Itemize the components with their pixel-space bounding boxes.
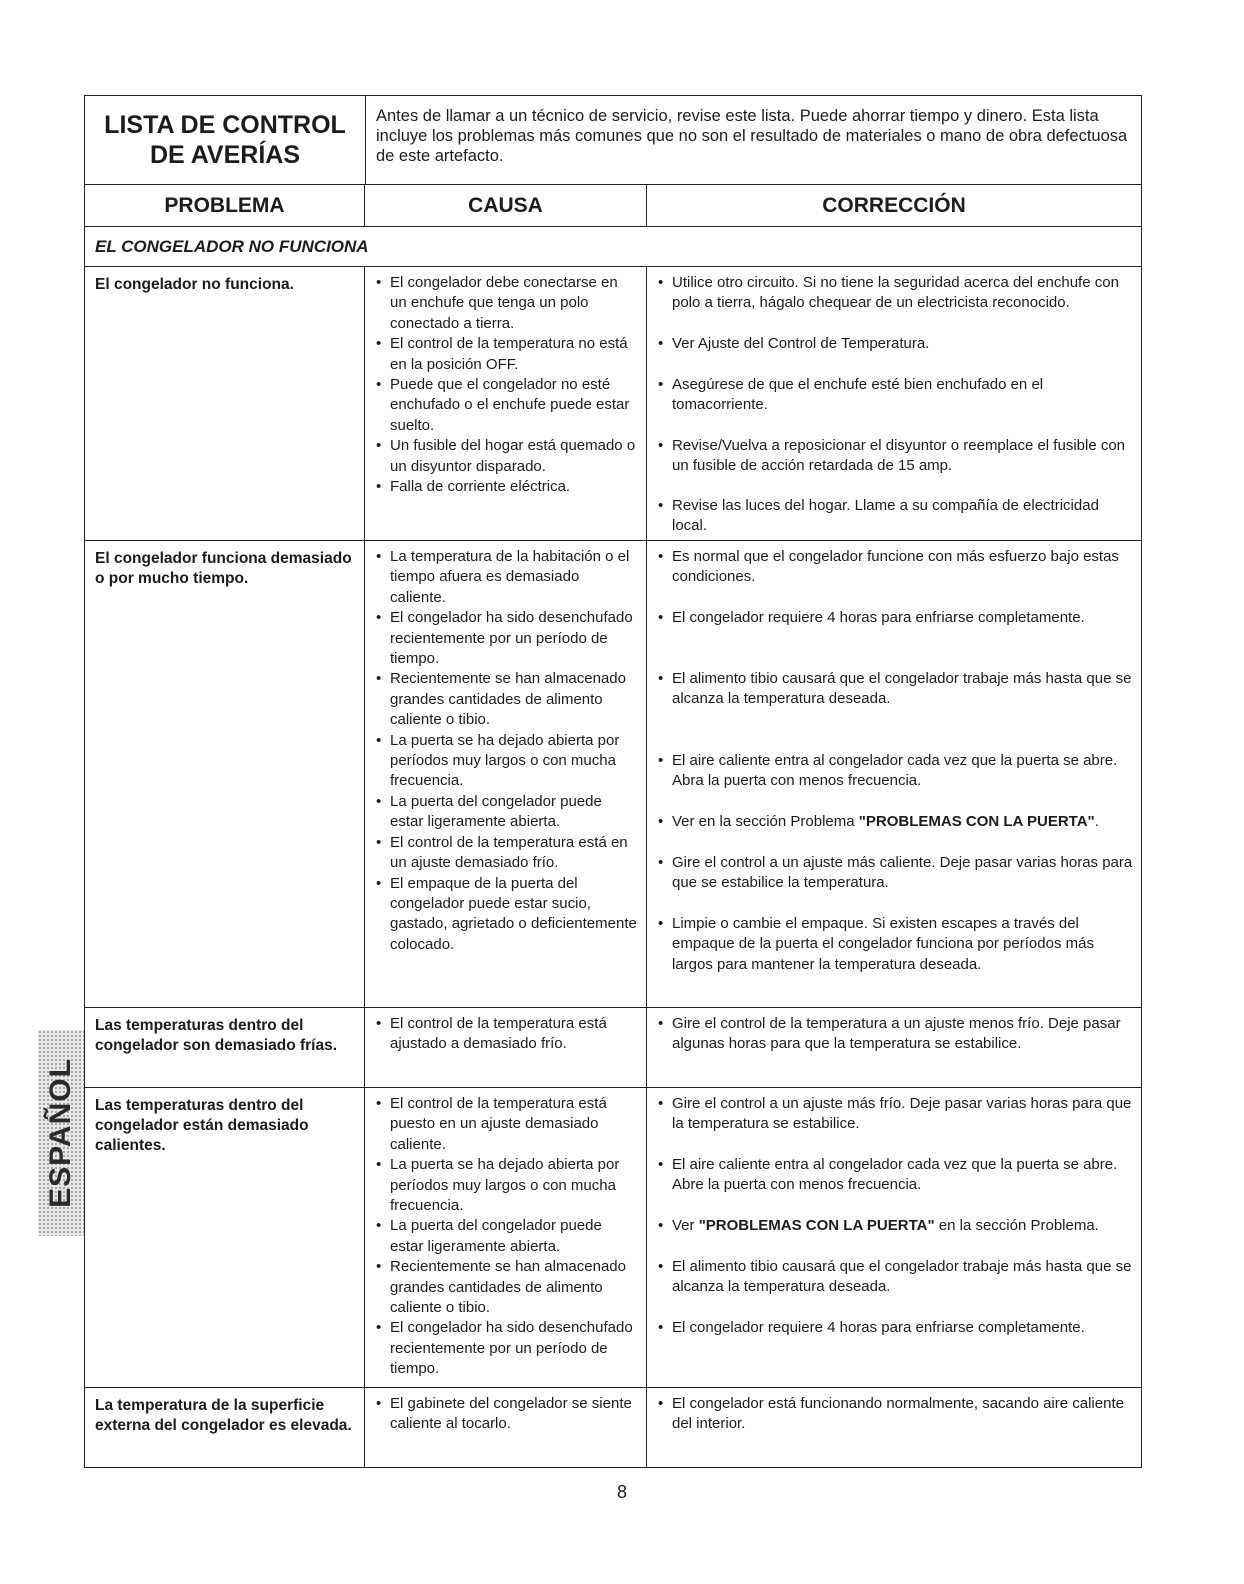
- correction-text: Ver: [672, 1217, 699, 1234]
- cause-item: • Recientemente se han almacenado grandes cantidades de alimento caliente o tibio.: [373, 669, 638, 730]
- table-row: [84, 541, 1142, 1008]
- cause-item: • El gabinete del congelador se siente caliente al tocarlo.: [373, 1394, 638, 1435]
- problem-cell: Las temperaturas dentro del congelador son demasiado frías.: [85, 1008, 365, 1087]
- cause-item: • El control de la temperatura está puesto en un ajuste demasiado caliente.: [373, 1094, 638, 1155]
- problem-cell: Las temperaturas dentro del congelador están demasiado calientes.: [85, 1088, 365, 1387]
- correction-item: • Ver Ajuste del Control de Temperatura.: [655, 334, 1133, 354]
- page-number: 8: [616, 1482, 627, 1502]
- cause-item: • La puerta del congelador puede estar ligeramente abierta.: [373, 792, 638, 833]
- cause-item: • El congelador ha sido desenchufado recientemente por un período de tiempo.: [373, 608, 638, 669]
- page-title: [85, 96, 366, 184]
- correction-item: • El congelador está funcionando normalmente, sacando aire caliente del interior.: [655, 1394, 1133, 1435]
- correction-item: • Limpie o cambie el empaque. Si existen escapes a través del empaque de la puerta el congelador funciona por períodos más largos para mantener la temperatura deseada.: [655, 914, 1133, 975]
- correction-cell: [647, 541, 1141, 1007]
- problem-cell: El congelador funciona demasiado o por mucho tiempo.: [85, 541, 365, 1007]
- table-row: [84, 1088, 1142, 1388]
- cause-item: • El control de la temperatura está en un ajuste demasiado frío.: [373, 833, 638, 874]
- table-row: [84, 1388, 1142, 1468]
- language-side-tab: [38, 1030, 84, 1236]
- correction-item: • Gire el control de la temperatura a un ajuste menos frío. Deje pasar algunas horas para que la temperatura se estabilice.: [655, 1014, 1133, 1055]
- column-header-cause: CAUSA: [365, 185, 647, 226]
- section-heading: EL CONGELADOR NO FUNCIONA: [84, 227, 1142, 267]
- column-headers: [84, 185, 1142, 227]
- correction-cell: [647, 1388, 1141, 1467]
- cause-cell: [365, 1388, 647, 1467]
- cause-item: • La puerta del congelador puede estar ligeramente abierta.: [373, 1216, 638, 1257]
- cause-cell: [365, 541, 647, 1007]
- correction-emphasis: "PROBLEMAS CON LA PUERTA": [698, 1217, 935, 1234]
- correction-item: • Revise/Vuelva a reposicionar el disyuntor o reemplace el fusible con un fusible de acción retardada de 15 amp.: [655, 436, 1133, 477]
- column-header-problem: PROBLEMA: [85, 185, 365, 226]
- cause-cell: [365, 267, 647, 540]
- correction-item: [655, 1216, 1133, 1236]
- problem-cell: El congelador no funciona.: [85, 267, 365, 540]
- cause-item: • El congelador debe conectarse en un enchufe que tenga un polo conectado a tierra.: [373, 273, 638, 334]
- cause-item: • Falla de corriente eléctrica.: [373, 477, 638, 497]
- correction-item: • Utilice otro circuito. Si no tiene la seguridad acerca del enchufe con polo a tierra, hágalo chequear de un electricista reconocido.: [655, 273, 1133, 314]
- cause-item: • Un fusible del hogar está quemado o un disyuntor disparado.: [373, 436, 638, 477]
- correction-item: • Es normal que el congelador funcione con más esfuerzo bajo estas condiciones.: [655, 547, 1133, 588]
- correction-item: • El aire caliente entra al congelador cada vez que la puerta se abre. Abra la puerta con menos frecuencia.: [655, 751, 1133, 792]
- correction-text: Ver en la sección Problema: [672, 813, 859, 830]
- correction-cell: [647, 1008, 1141, 1087]
- correction-item: • El alimento tibio causará que el congelador trabaje más hasta que se alcanza la temperatura deseada.: [655, 1257, 1133, 1298]
- cause-item: • El control de la temperatura está ajustado a demasiado frío.: [373, 1014, 638, 1055]
- cause-item: • El control de la temperatura no está en la posición OFF.: [373, 334, 638, 375]
- cause-item: • Puede que el congelador no esté enchufado o el enchufe puede estar suelto.: [373, 375, 638, 436]
- column-header-correction: CORRECCIÓN: [822, 193, 966, 217]
- correction-item: • Asegúrese de que el enchufe esté bien enchufado en el tomacorriente.: [655, 375, 1133, 416]
- language-label: ESPAÑOL: [44, 1058, 77, 1208]
- correction-text: .: [1094, 813, 1099, 830]
- correction-item: • Revise las luces del hogar. Llame a su compañía de electricidad local.: [655, 496, 1133, 537]
- correction-item: [655, 812, 1133, 832]
- cause-item: • El empaque de la puerta del congelador puede estar sucio, gastado, agrietado o deficientemente colocado.: [373, 874, 638, 956]
- cause-item: • La puerta se ha dejado abierta por períodos muy largos o con mucha frecuencia.: [373, 1155, 638, 1216]
- cause-item: • La temperatura de la habitación o el tiempo afuera es demasiado caliente.: [373, 547, 638, 608]
- cause-item: • Recientemente se han almacenado grandes cantidades de alimento caliente o tibio.: [373, 1257, 638, 1318]
- title-line-2: DE AVERÍAS: [149, 141, 301, 169]
- cause-cell: [365, 1008, 647, 1087]
- header: [84, 95, 1142, 185]
- cause-item: • El congelador ha sido desenchufado recientemente por un período de tiempo.: [373, 1318, 638, 1379]
- correction-emphasis: "PROBLEMAS CON LA PUERTA": [858, 813, 1095, 830]
- correction-item: • El congelador requiere 4 horas para enfriarse completamente.: [655, 608, 1133, 628]
- intro-text: Antes de llamar a un técnico de servicio, revise este lista. Puede ahorrar tiempo y dinero. Esta lista incluye los problemas más comunes que no son el resultado de materiales o mano de obra defectuosa de este artefacto.: [376, 107, 1128, 165]
- correction-item: • Gire el control a un ajuste más caliente. Deje pasar varias horas para que se estabilice la temperatura.: [655, 853, 1133, 894]
- correction-item: • El aire caliente entra al congelador cada vez que la puerta se abre. Abre la puerta con menos frecuencia.: [655, 1155, 1133, 1196]
- correction-text: en la sección Problema.: [934, 1217, 1099, 1234]
- title-line-1: LISTA DE CONTROL: [104, 111, 346, 139]
- troubleshooting-page: [84, 95, 1142, 1468]
- correction-cell: [647, 267, 1141, 540]
- cause-cell: [365, 1088, 647, 1387]
- problem-cell: La temperatura de la superficie externa del congelador es elevada.: [85, 1388, 365, 1467]
- correction-item: • El congelador requiere 4 horas para enfriarse completamente.: [655, 1318, 1133, 1338]
- cause-item: • La puerta se ha dejado abierta por períodos muy largos o con mucha frecuencia.: [373, 731, 638, 792]
- correction-item: • Gire el control a un ajuste más frío. Deje pasar varias horas para que la temperatura se estabilice.: [655, 1094, 1133, 1135]
- table-row: [84, 1008, 1142, 1088]
- correction-cell: [647, 1088, 1141, 1387]
- table-row: [84, 267, 1142, 541]
- correction-item: • El alimento tibio causará que el congelador trabaje más hasta que se alcanza la temperatura deseada.: [655, 669, 1133, 710]
